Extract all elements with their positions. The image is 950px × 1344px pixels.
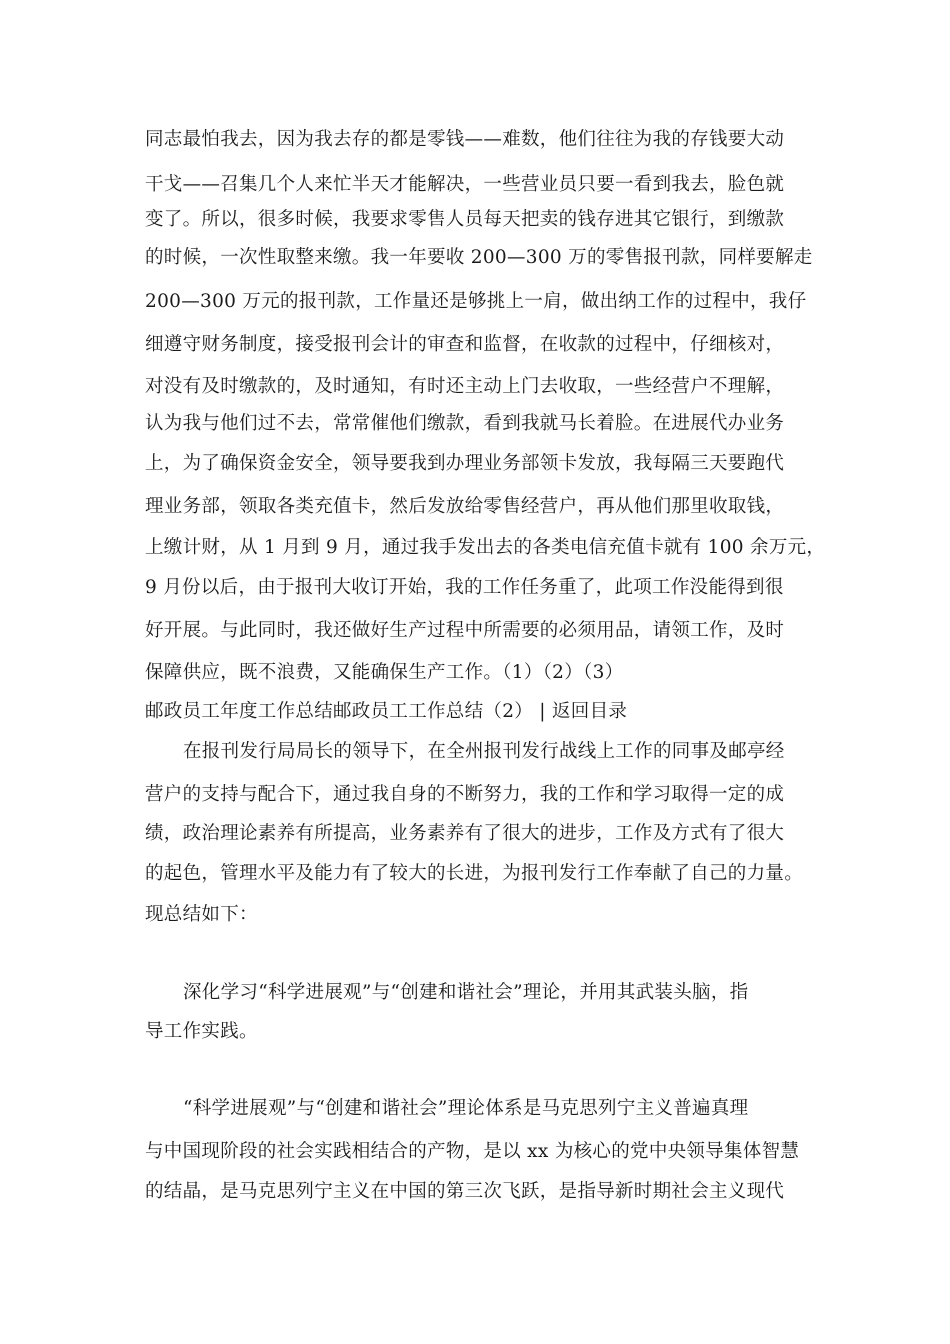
section-title: 邮政员工年度工作总结邮政员工工作总结（2） | 返回目录 [145, 701, 628, 722]
text-line: 保障供应，既不浪费，又能确保生产工作。（1）（2）（3） [145, 662, 624, 683]
text-line: 的结晶，是马克思列宁主义在中国的第三次飞跃，是指导新时期社会主义现代 [145, 1181, 785, 1202]
text-line: 上，为了确保资金安全，领导要我到办理业务部领卡发放，我每隔三天要跑代 [145, 453, 785, 474]
text-line: 对没有及时缴款的，及时通知，有时还主动上门去收取，一些经营户不理解， [145, 376, 785, 397]
text-line: 深化学习“科学进展观”与“创建和谐社会”理论，并用其武装头脑，指 [183, 982, 749, 1003]
text-line: 导工作实践。 [145, 1021, 258, 1042]
text-line: 好开展。与此同时，我还做好生产过程中所需要的必须用品，请领工作，及时 [145, 620, 785, 641]
text-line: 上缴计财，从 1 月到 9 月，通过我手发出去的各类电信充值卡就有 100 余万元， [145, 537, 826, 558]
text-line: 理业务部，领取各类充值卡，然后发放给零售经营户，再从他们那里收取钱， [145, 496, 785, 517]
text-line: 的起色，管理水平及能力有了较大的长进，为报刊发行工作奉献了自己的力量。 [145, 863, 804, 884]
text-line: 现总结如下： [145, 904, 258, 925]
text-line: 的时候，一次性取整来缴。我一年要收 200—300 万的零售报刊款，同样要解走 [145, 247, 813, 268]
text-line: 绩，政治理论素养有所提高，业务素养有了很大的进步，工作及方式有了很大 [145, 823, 785, 844]
text-line: 干戈——召集几个人来忙半天才能解决，一些营业员只要一看到我去，脸色就 [145, 174, 785, 195]
text-line: 细遵守财务制度，接受报刊会计的审查和监督，在收款的过程中，仔细核对， [145, 334, 785, 355]
text-line: 在报刊发行局局长的领导下，在全州报刊发行战线上工作的同事及邮亭经 [183, 741, 785, 762]
text-line: 与中国现阶段的社会实践相结合的产物，是以 xx 为核心的党中央领导集体智慧 [145, 1141, 800, 1162]
text-line: 200—300 万元的报刊款，工作量还是够挑上一肩，做出纳工作的过程中，我仔 [145, 291, 807, 312]
text-line: 9 月份以后，由于报刊大收订开始，我的工作任务重了，此项工作没能得到很 [145, 577, 784, 598]
text-line: 认为我与他们过不去，常常催他们缴款，看到我就马长着脸。在进展代办业务 [145, 413, 785, 434]
text-line: “科学进展观”与“创建和谐社会”理论体系是马克思列宁主义普遍真理 [183, 1098, 749, 1119]
text-line: 营户的支持与配合下，通过我自身的不断努力，我的工作和学习取得一定的成 [145, 784, 785, 805]
text-line: 同志最怕我去，因为我去存的都是零钱——难数，他们往往为我的存钱要大动 [145, 129, 785, 150]
text-line: 变了。所以，很多时候，我要求零售人员每天把卖的钱存进其它银行，到缴款 [145, 209, 785, 230]
